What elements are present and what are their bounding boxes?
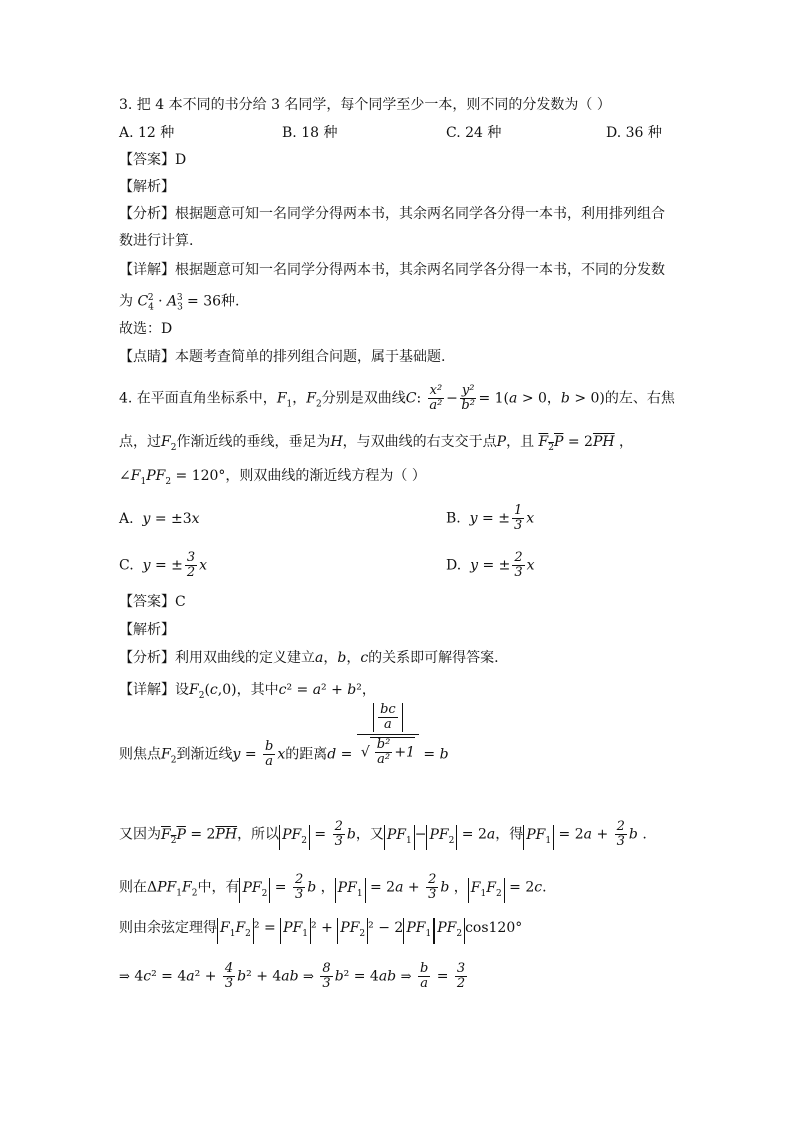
q4-option-d: D. y = ± $\frac{2}{3}$ x — [446, 550, 535, 580]
q3-jiexi: 【解析】 — [119, 179, 175, 195]
q4-dist-b: 到渐近线 — [176, 746, 233, 763]
q4-answer: 【答案】C — [119, 594, 186, 610]
q3-option-a: A. 12 种 — [119, 125, 175, 141]
q4-option-a-label: A. — [119, 511, 134, 527]
q4-yin-b: ，所以 — [237, 826, 280, 843]
q4-option-b-label: B. — [446, 510, 461, 527]
q4-stem-1a: 4. 在平面直角坐标系中， — [119, 390, 277, 407]
q3-answer: 【答案】D — [119, 152, 187, 168]
q3-fenxi-2: 数进行计算. — [119, 233, 194, 249]
q4-yin-d: ，得 — [495, 826, 524, 843]
q4-tri-b: 中，有 — [197, 879, 240, 896]
q3-xiangjie-2-suffix: 种. — [221, 293, 240, 310]
q4-stem-2: 点，过$F_2$作渐近线的垂线，垂足为H，与双曲线的右支交于点P，且 $F_2P = 2\overline{PH}$ ， — [119, 434, 634, 453]
q3-xiangjie-2-prefix: 为 — [119, 293, 133, 310]
q4-yin-c: ，又 — [355, 826, 384, 843]
q3-stem: 3. 把 4 本不同的书分给 3 名同学，每个同学至少一本，则不同的分发数为（ ） — [119, 97, 611, 113]
q4-tri-a: 则在 — [119, 879, 147, 896]
q4-stem-2d: ，且 — [506, 434, 535, 450]
q4-stem-1: 4. 在平面直角坐标系中，$F_1$，$F_2$分别是双曲线C: $\frac{\text{x²}}{\text{a²}}$ − $\frac{\text{y²}}{\text{b²}}$ = 1(a > 0，b > 0)的左、右焦 — [119, 383, 675, 413]
q4-stem-1b: 分别是双曲线 — [321, 390, 406, 407]
q4-xiangjie-a: 【详解】设 — [119, 682, 189, 698]
q4-cos-a: 则由余弦定理得 — [119, 920, 217, 936]
q4-stem-1c: 的左、右焦 — [604, 390, 675, 407]
q3-xiangjie-2: 为 $C_4^2 \cdot A_3^3 = 36$种. — [119, 293, 240, 313]
q4-distance: 则焦点$F_2$到渐近线y = $\frac{b}{a}$ x的距离d = $\frac{bc}{a}$ √ $\frac{\text{b²}}{\text{a²}}$ +1 = b — [119, 701, 449, 769]
q4-option-d-label: D. — [446, 557, 462, 574]
q3-fenxi-1: 【分析】根据题意可知一名同学分得两本书，其余两名同学各分得一本书，利用排列组合 — [119, 206, 665, 222]
q4-option-c: C. y = ± $\frac{3}{2}$ x — [119, 550, 208, 580]
q4-fenxi-text: 【分析】利用双曲线的定义建立 — [119, 650, 315, 666]
q4-yin-a: 又因为 — [119, 826, 161, 843]
q4-cosine: 则由余弦定理得 $F_1F_2$ $^2 = PF_1$ $^2 + PF_2$ ² − 2 $PF_1$ $PF_2$ cos120° — [119, 918, 522, 944]
q4-dist-c: 的距离 — [285, 746, 328, 763]
q4-stem-2c: ，与双曲线的右支交于点 — [342, 434, 497, 450]
q4-fenxi: 【分析】利用双曲线的定义建立a，b，c的关系即可解得答案. — [119, 650, 499, 666]
q4-xiangjie: 【详解】设$F_2(c,0)$，其中c² = a² + b²， — [119, 682, 376, 701]
q3-choice: 故选：D — [119, 321, 173, 337]
q3-option-b: B. 18 种 — [282, 125, 338, 141]
q4-final: ⇒ 4c² = 4a² + $\frac{4}{3}$ b² + 4ab ⇒ $\frac{8}{3}$ b² = 4ab ⇒ $\frac{b}{a}$ = $\frac{3}{2}$ — [119, 961, 466, 991]
q4-option-b: B. y = ± $\frac{1}{3}$ x — [446, 503, 535, 533]
q4-fenxi-end: 的关系即可解得答案. — [368, 650, 499, 666]
q4-stem-2a: 点，过 — [119, 434, 161, 450]
q4-jiexi: 【解析】 — [119, 622, 175, 638]
q3-dianjing: 【点睛】本题考查简单的排列组合问题，属于基础题. — [119, 349, 446, 365]
q4-xiangjie-b: ，其中 — [236, 682, 279, 698]
q4-option-a: A. y = ±3x — [119, 511, 200, 527]
q4-yin: 又因为$F_2P = 2\overline{PH}$，所以 $PF_2$ = $\frac{2}{3}$ b，又 $PF_1 - PF_2 = 2a$，得 $PF_1 = 2a$ + $\frac{2}{3}$ b . — [119, 819, 647, 849]
q3-option-d: D. 36 种 — [606, 125, 662, 141]
q3-xiangjie-1: 【详解】根据题意可知一名同学分得两本书，其余两名同学各分得一本书，不同的分发数 — [119, 262, 665, 278]
q4-stem-2b: 作渐近线的垂线，垂足为 — [176, 434, 331, 450]
q4-dist-a: 则焦点 — [119, 746, 161, 763]
q4-stem-3b: ，则双曲线的渐近线方程为（ ） — [225, 468, 426, 484]
q4-option-c-label: C. — [119, 557, 134, 574]
q4-stem-3: $\angle F_1PF_2 = 120^\circ$，则双曲线的渐近线方程为（ ） — [119, 468, 426, 487]
q3-option-c: C. 24 种 — [446, 125, 502, 141]
q4-triangle: 则在$\Delta PF_1F_2$中，有 $PF_2$ = $\frac{2}{3}$ b ， $PF_1 = 2a$ + $\frac{2}{3}$ b ， $F_1F_2 = 2c$. — [119, 872, 547, 902]
